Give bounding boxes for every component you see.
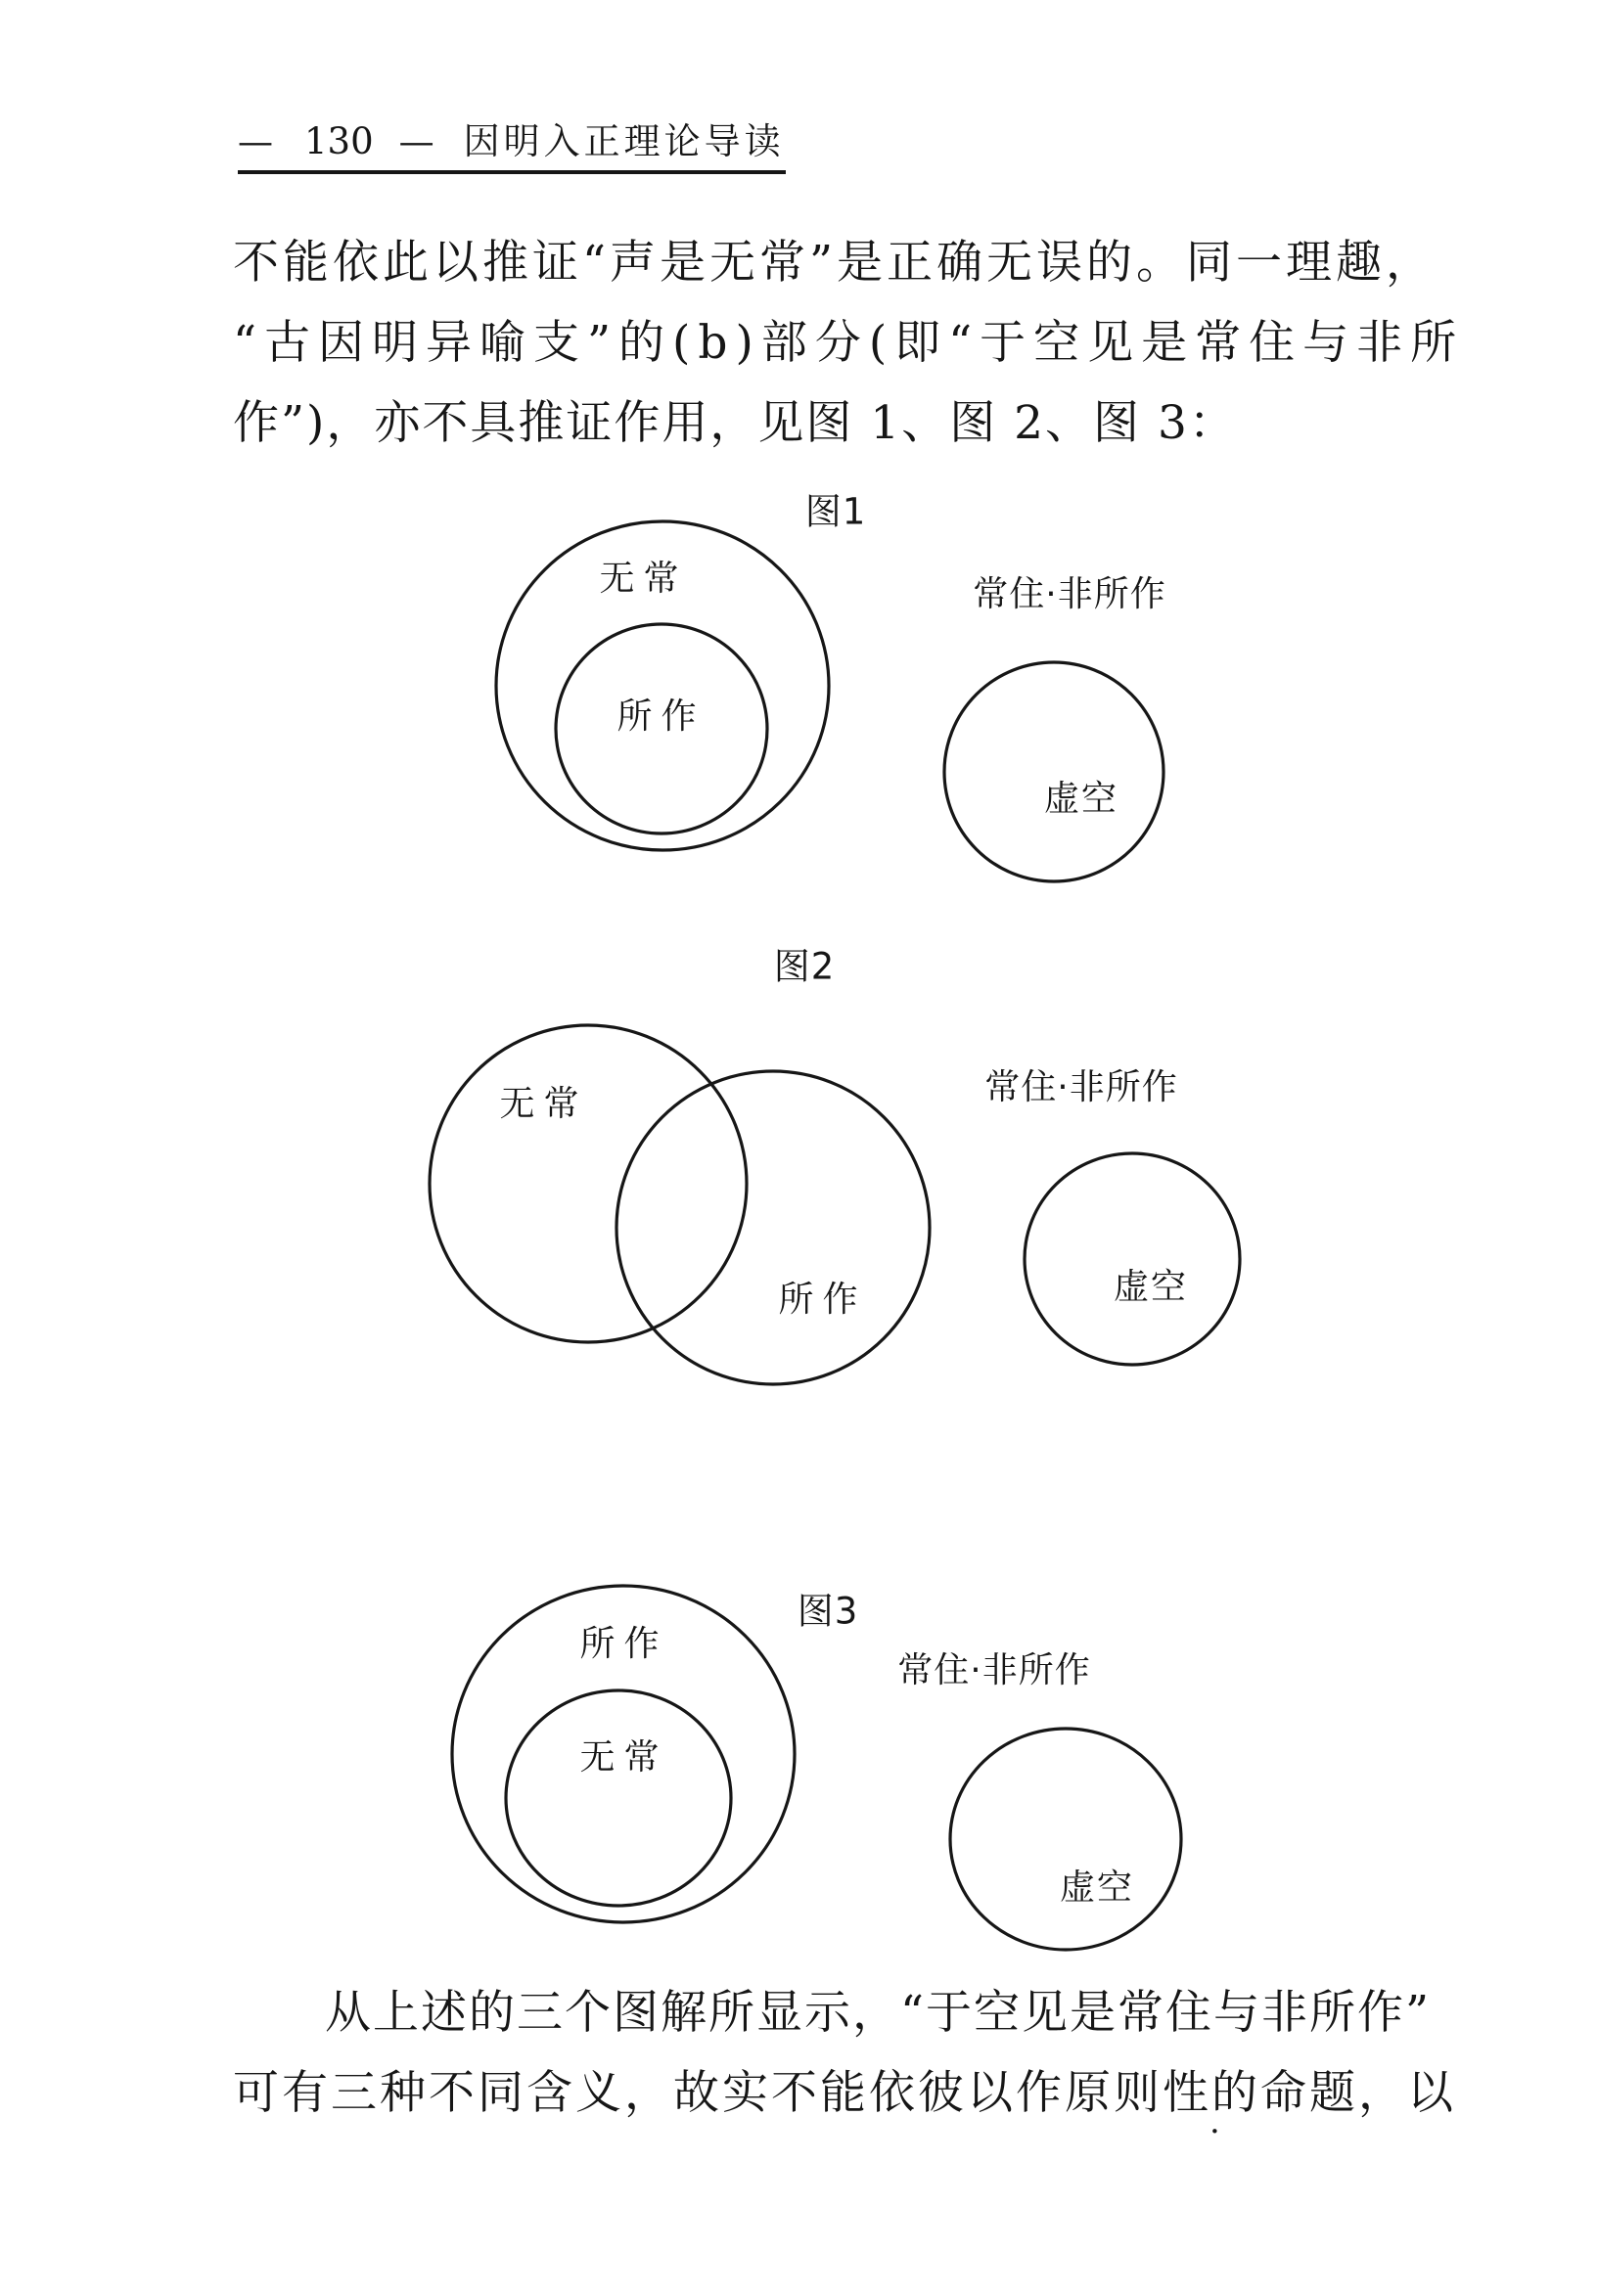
conclusion-line-2: 可有三种不同含义，故实不能依彼以作原则性的命题，以 [233, 2066, 1456, 2120]
fig3-outer-label: 所作 [579, 1624, 668, 1664]
intro-line-1: 不能依此以推证“声是无常”是正确无误的。同一理趣， [233, 236, 1437, 290]
header-dash-left: — [238, 122, 273, 162]
fig2-right-label: 所作 [778, 1280, 867, 1320]
fig3-inner-label: 无常 [579, 1737, 668, 1778]
page-number: 130 [304, 120, 374, 162]
fig1-separate-group-label: 常住·非所作 [973, 574, 1166, 614]
fig3-separate-group-label: 常住·非所作 [897, 1650, 1091, 1690]
fig1-outer-label: 无常 [599, 559, 688, 599]
fig2-right-circle [616, 1071, 930, 1384]
fig2-caption: 图2 [773, 945, 836, 988]
fig3-inner-circle [506, 1690, 731, 1906]
fig1-separate-circle [944, 662, 1164, 881]
book-title: 因明入正理论导读 [463, 120, 785, 162]
stray-scan-mark: · [1209, 2112, 1220, 2151]
fig2-separate-circle [1025, 1153, 1240, 1365]
fig2-separate-circle-label: 虚空 [1113, 1267, 1189, 1307]
fig2-separate-group-label: 常住·非所作 [984, 1067, 1178, 1107]
fig1-caption: 图1 [804, 490, 867, 533]
fig2-left-label: 无常 [499, 1084, 588, 1124]
conclusion-line-1: 从上述的三个图解所显示，“于空见是常住与非所作” [325, 1986, 1432, 2040]
intro-line-3: 作”)，亦不具推证作用，见图 1、图 2、图 3： [233, 396, 1237, 450]
fig3-separate-circle [950, 1729, 1181, 1950]
fig1-inner-label: 所作 [616, 697, 706, 737]
header-dash-right: — [398, 122, 434, 162]
fig3-caption: 图3 [797, 1590, 859, 1633]
fig2-left-circle [430, 1025, 747, 1342]
intro-line-2: “古因明异喻支”的(b)部分(即“于空见是常住与非所 [233, 316, 1465, 370]
fig1-separate-circle-label: 虚空 [1043, 779, 1119, 819]
fig3-separate-circle-label: 虚空 [1059, 1868, 1135, 1908]
